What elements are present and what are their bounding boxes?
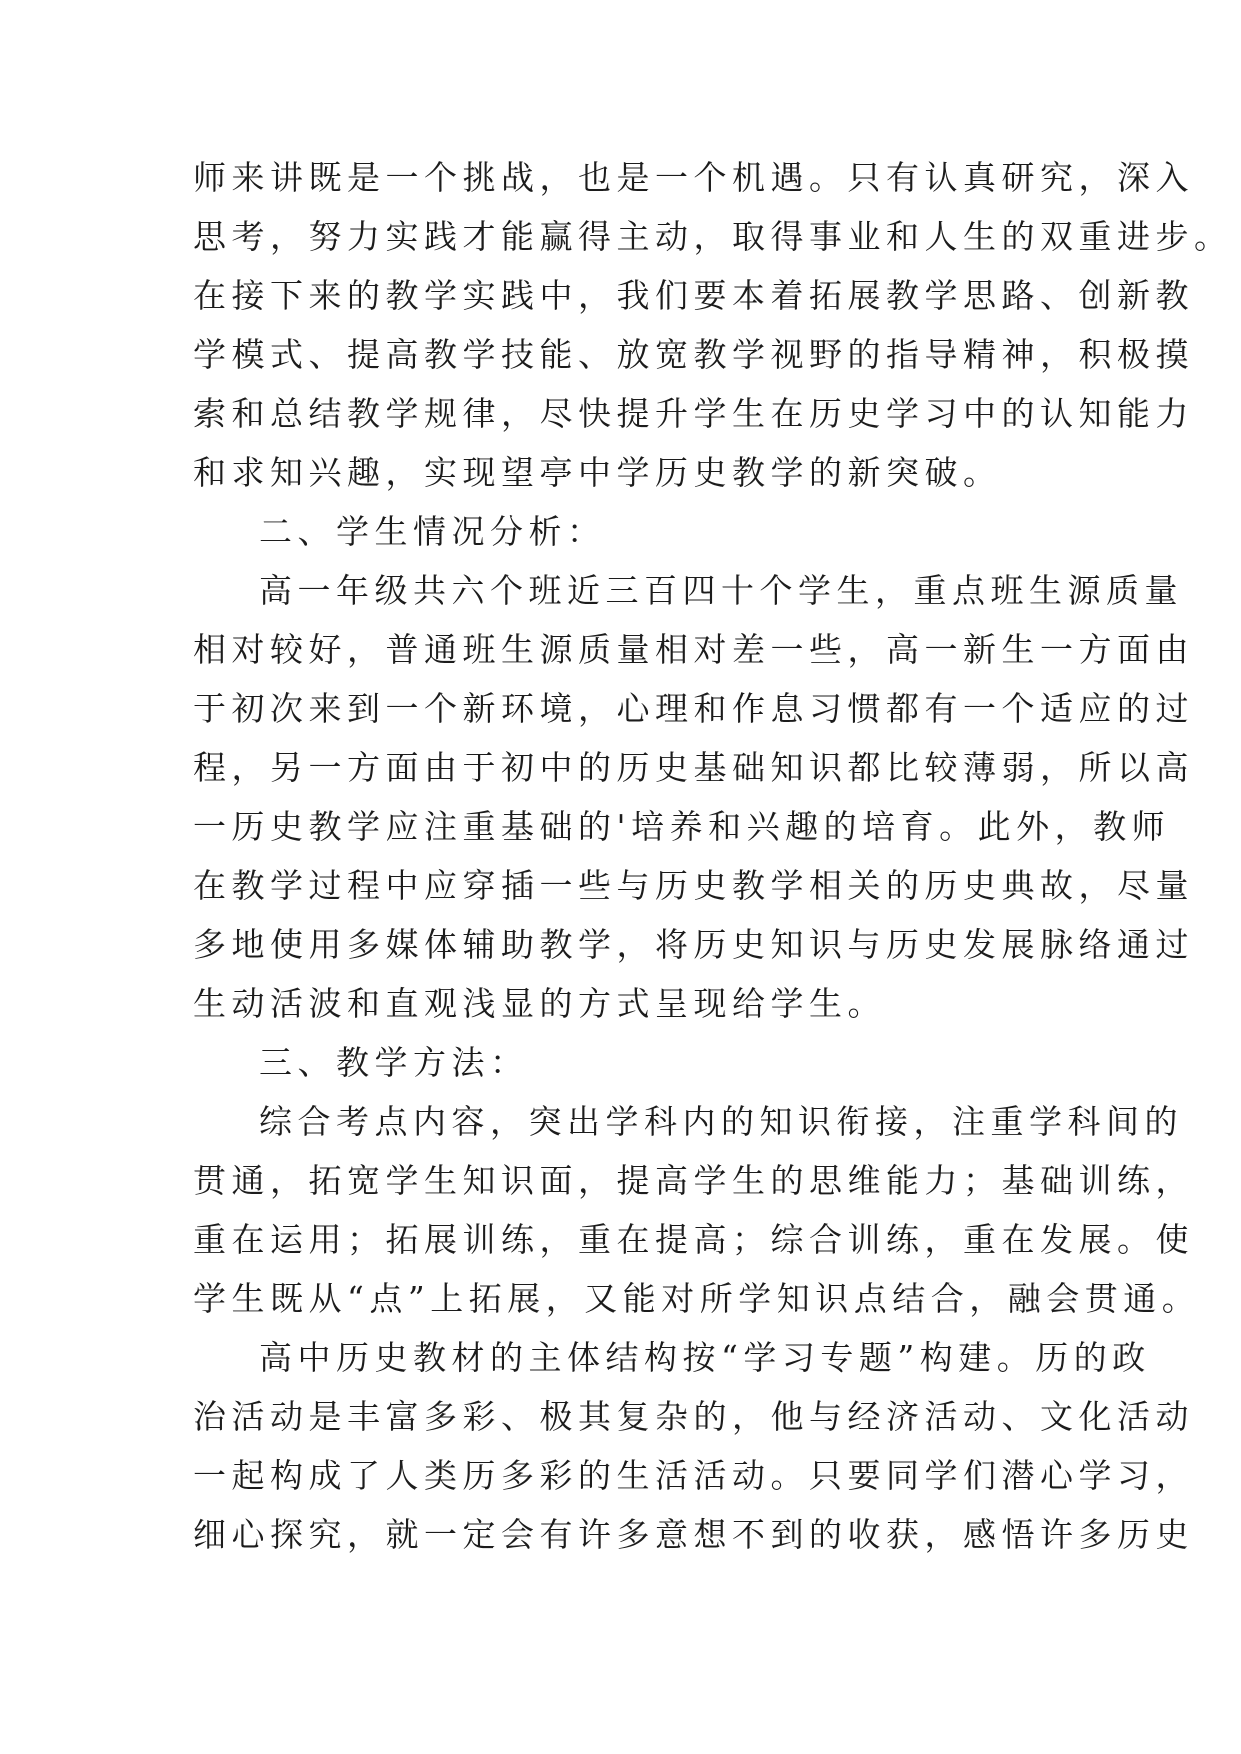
section-heading: 三、教学方法： xyxy=(259,1043,529,1082)
text-line: 学生既从“点”上拓展，又能对所学知识点结合，融会贯通。 xyxy=(193,1279,1201,1318)
text-line: 一历史教学应注重基础的'培养和兴趣的培育。此外，教师 xyxy=(193,807,1171,846)
text-line: 贯通，拓宽学生知识面，提高学生的思维能力；基础训练， xyxy=(193,1161,1194,1200)
text-line: 重在运用；拓展训练，重在提高；综合训练，重在发展。使 xyxy=(193,1220,1194,1259)
text-line: 多地使用多媒体辅助教学，将历史知识与历史发展脉络通过 xyxy=(193,925,1194,964)
text-line: 高中历史教材的主体结构按“学习专题”构建。历的政 xyxy=(259,1338,1151,1377)
text-line: 相对较好，普通班生源质量相对差一些，高一新生一方面由 xyxy=(193,630,1194,669)
text-line: 细心探究，就一定会有许多意想不到的收获，感悟许多历史 xyxy=(193,1515,1194,1554)
text-line: 治活动是丰富多彩、极其复杂的，他与经济活动、文化活动 xyxy=(193,1397,1194,1436)
text-line: 师来讲既是一个挑战，也是一个机遇。只有认真研究，深入 xyxy=(193,158,1194,197)
text-line: 索和总结教学规律，尽快提升学生在历史学习中的认知能力 xyxy=(193,394,1194,433)
text-line: 一起构成了人类历多彩的生活活动。只要同学们潜心学习， xyxy=(193,1456,1194,1495)
section-heading: 二、学生情况分析： xyxy=(259,512,606,551)
body-text xyxy=(193,148,1233,1564)
text-line: 于初次来到一个新环境，心理和作息习惯都有一个适应的过 xyxy=(193,689,1194,728)
text-line: 在教学过程中应穿插一些与历史教学相关的历史典故，尽量 xyxy=(193,866,1194,905)
text-line: 程，另一方面由于初中的历史基础知识都比较薄弱，所以高 xyxy=(193,748,1194,787)
text-line: 和求知兴趣，实现望亭中学历史教学的新突破。 xyxy=(193,453,1002,492)
text-line: 在接下来的教学实践中，我们要本着拓展教学思路、创新教 xyxy=(193,276,1194,315)
text-line: 思考，努力实践才能赢得主动，取得事业和人生的双重进步。 xyxy=(193,217,1233,256)
text-line: 生动活波和直观浅显的方式呈现给学生。 xyxy=(193,984,886,1023)
text-line: 综合考点内容，突出学科内的知识衔接，注重学科间的 xyxy=(259,1102,1183,1141)
text-line: 学模式、提高教学技能、放宽教学视野的指导精神，积极摸 xyxy=(193,335,1194,374)
text-line: 高一年级共六个班近三百四十个学生，重点班生源质量 xyxy=(259,571,1183,610)
